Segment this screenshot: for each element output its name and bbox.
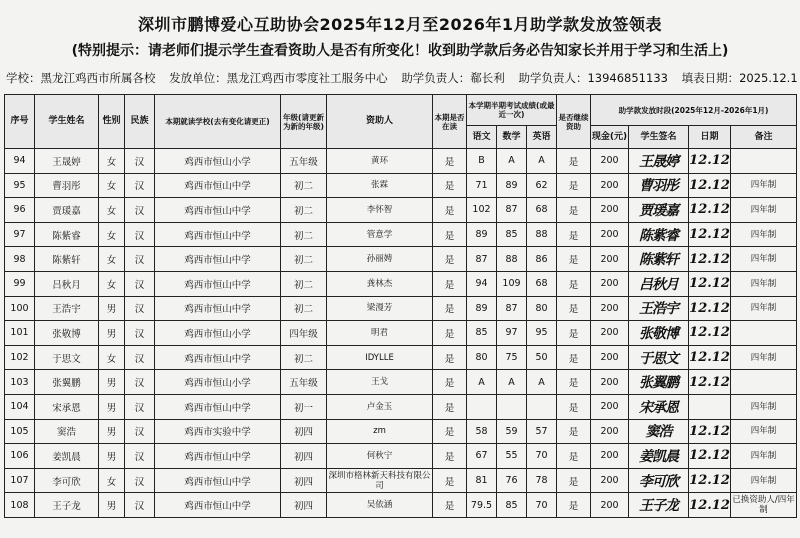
row-no: 105 xyxy=(5,419,35,444)
cash-cell: 200 xyxy=(591,321,629,346)
math-score: A xyxy=(497,149,527,174)
table-row xyxy=(5,444,797,469)
sponsor-cell: 深圳市格林新天科技有限公司 xyxy=(327,468,433,493)
table-row xyxy=(5,198,797,223)
notice-text: (特别提示：请老师们提示学生查看资助人是否有所变化！收到助学款后务必告知家长并用于学习和生活上) xyxy=(71,43,729,59)
cash-cell: 200 xyxy=(591,271,629,296)
sponsor-cell: 明君 xyxy=(327,321,433,346)
grade-cell: 四年级 xyxy=(281,321,327,346)
gender-cell: 女 xyxy=(99,222,125,247)
school-info: 学校：黑龙江鸡西市所属各校 xyxy=(6,71,156,85)
student-signature: 宋承恩 xyxy=(629,394,689,419)
student-name: 张敬博 xyxy=(35,321,99,346)
gender-cell: 女 xyxy=(99,173,125,198)
sponsor-cell: 卢金玉 xyxy=(327,394,433,419)
sign-date: 12.12 xyxy=(689,493,731,518)
row-no: 102 xyxy=(5,345,35,370)
english-score: A xyxy=(527,370,557,395)
continue-cell: 是 xyxy=(433,173,467,198)
continue-cell: 是 xyxy=(433,468,467,493)
remark-cell: 四年制 xyxy=(731,468,797,493)
math-score: 87 xyxy=(497,198,527,223)
sign-date: 12.12 xyxy=(689,296,731,321)
english-score: A xyxy=(527,149,557,174)
english-score: 78 xyxy=(527,468,557,493)
remark-cell xyxy=(731,321,797,346)
row-no: 97 xyxy=(5,222,35,247)
chinese-score: 58 xyxy=(467,419,497,444)
table-row xyxy=(5,271,797,296)
sign-date: 12.12 xyxy=(689,370,731,395)
english-score: 70 xyxy=(527,444,557,469)
ethnic-cell: 汉 xyxy=(125,345,155,370)
table-row xyxy=(5,468,797,493)
page-title: 深圳市鹏博爱心互助协会2025年12月至2026年1月助学款发放签领表 xyxy=(138,15,662,34)
remark-cell: 四年制 xyxy=(731,394,797,419)
sponsor-cell: 黄环 xyxy=(327,149,433,174)
student-signature: 于思文 xyxy=(629,345,689,370)
math-score: 75 xyxy=(497,345,527,370)
cash-cell: 200 xyxy=(591,493,629,518)
english-score: 50 xyxy=(527,345,557,370)
cash-cell: 200 xyxy=(591,173,629,198)
english-score: 86 xyxy=(527,247,557,272)
remark-cell: 四年制 xyxy=(731,222,797,247)
remark-cell: 四年制 xyxy=(731,444,797,469)
col-ethnic: 民族 xyxy=(125,95,155,149)
ethnic-cell: 汉 xyxy=(125,198,155,223)
cash-cell: 200 xyxy=(591,296,629,321)
chinese-score: 85 xyxy=(467,321,497,346)
table-body xyxy=(5,149,797,518)
chinese-score: 81 xyxy=(467,468,497,493)
remark-cell: 四年制 xyxy=(731,198,797,223)
math-score: 97 xyxy=(497,321,527,346)
ethnic-cell: 汉 xyxy=(125,394,155,419)
math-score: 89 xyxy=(497,173,527,198)
school-cell: 鸡西市恒山中学 xyxy=(155,247,281,272)
sign-date: 12.12 xyxy=(689,149,731,174)
remark-cell xyxy=(731,149,797,174)
student-signature: 姜凯晨 xyxy=(629,444,689,469)
sponsor-cell: 吴依涵 xyxy=(327,493,433,518)
student-name: 宋承恩 xyxy=(35,394,99,419)
keep-cell: 是 xyxy=(557,468,591,493)
col-chinese: 语文 xyxy=(467,126,497,149)
sponsor-cell: 管意学 xyxy=(327,222,433,247)
col-grade: 年级(请更新为新的年级) xyxy=(281,95,327,149)
col-scores: 本学期半期考试成绩(或最近一次) xyxy=(467,95,557,126)
cash-cell: 200 xyxy=(591,247,629,272)
student-signature: 王子龙 xyxy=(629,493,689,518)
school-cell: 鸡西市恒山小学 xyxy=(155,149,281,174)
sign-date: 12.12 xyxy=(689,222,731,247)
chinese-score: 89 xyxy=(467,222,497,247)
gender-cell: 女 xyxy=(99,468,125,493)
ethnic-cell: 汉 xyxy=(125,222,155,247)
keep-cell: 是 xyxy=(557,173,591,198)
keep-cell: 是 xyxy=(557,345,591,370)
continue-cell: 是 xyxy=(433,149,467,174)
continue-cell: 是 xyxy=(433,419,467,444)
student-name: 吕秋月 xyxy=(35,271,99,296)
sign-date: 12.12 xyxy=(689,468,731,493)
student-name: 曹羽彤 xyxy=(35,173,99,198)
ethnic-cell: 汉 xyxy=(125,444,155,469)
english-score: 95 xyxy=(527,321,557,346)
sponsor-cell: 孙丽娉 xyxy=(327,247,433,272)
grade-cell: 初四 xyxy=(281,444,327,469)
grade-cell: 初四 xyxy=(281,493,327,518)
student-signature: 贾瑗嘉 xyxy=(629,198,689,223)
remark-cell: 四年制 xyxy=(731,345,797,370)
math-score: 87 xyxy=(497,296,527,321)
continue-cell: 是 xyxy=(433,444,467,469)
remark-cell: 四年制 xyxy=(731,419,797,444)
col-continue: 本期是否在读 xyxy=(433,95,467,149)
row-no: 95 xyxy=(5,173,35,198)
gender-cell: 男 xyxy=(99,493,125,518)
math-score: 85 xyxy=(497,493,527,518)
row-no: 100 xyxy=(5,296,35,321)
school-cell: 鸡西市恒山中学 xyxy=(155,444,281,469)
sponsor-cell: 张霖 xyxy=(327,173,433,198)
student-signature: 陈紫轩 xyxy=(629,247,689,272)
col-date: 日期 xyxy=(689,126,731,149)
table-row xyxy=(5,370,797,395)
col-remark: 备注 xyxy=(731,126,797,149)
col-name: 学生姓名 xyxy=(35,95,99,149)
head1-info: 助学负责人：郗长利 xyxy=(401,71,505,85)
sponsor-cell: IDYLLE xyxy=(327,345,433,370)
keep-cell: 是 xyxy=(557,149,591,174)
row-no: 99 xyxy=(5,271,35,296)
table-row xyxy=(5,296,797,321)
chinese-score: 94 xyxy=(467,271,497,296)
math-score: A xyxy=(497,370,527,395)
keep-cell: 是 xyxy=(557,247,591,272)
school-cell: 鸡西市恒山中学 xyxy=(155,271,281,296)
school-cell: 鸡西市恒山中学 xyxy=(155,345,281,370)
chinese-score: 67 xyxy=(467,444,497,469)
chinese-score: 80 xyxy=(467,345,497,370)
chinese-score: 102 xyxy=(467,198,497,223)
chinese-score: 79.5 xyxy=(467,493,497,518)
student-name: 陈紫睿 xyxy=(35,222,99,247)
gender-cell: 男 xyxy=(99,444,125,469)
ethnic-cell: 汉 xyxy=(125,493,155,518)
sign-date: 12.12 xyxy=(689,345,731,370)
gender-cell: 男 xyxy=(99,296,125,321)
student-name: 王晟婷 xyxy=(35,149,99,174)
sponsor-cell: 何秋宁 xyxy=(327,444,433,469)
student-name: 王浩宇 xyxy=(35,296,99,321)
roster-table xyxy=(4,94,797,518)
table-row xyxy=(5,173,797,198)
math-score xyxy=(497,394,527,419)
cash-cell: 200 xyxy=(591,468,629,493)
row-no: 103 xyxy=(5,370,35,395)
col-no: 序号 xyxy=(5,95,35,149)
sponsor-cell: 梁漫芳 xyxy=(327,296,433,321)
school-cell: 鸡西市恒山中学 xyxy=(155,468,281,493)
sign-date: 12.12 xyxy=(689,444,731,469)
info-line xyxy=(6,70,796,86)
col-gender: 性别 xyxy=(99,95,125,149)
grade-cell: 初四 xyxy=(281,468,327,493)
table-row xyxy=(5,345,797,370)
cash-cell: 200 xyxy=(591,394,629,419)
ethnic-cell: 汉 xyxy=(125,321,155,346)
gender-cell: 男 xyxy=(99,419,125,444)
student-signature: 李可欣 xyxy=(629,468,689,493)
row-no: 104 xyxy=(5,394,35,419)
grade-cell: 初二 xyxy=(281,296,327,321)
chinese-score: 71 xyxy=(467,173,497,198)
col-school: 本期就读学校(去有变化请更正) xyxy=(155,95,281,149)
table-row xyxy=(5,149,797,174)
english-score: 88 xyxy=(527,222,557,247)
keep-cell: 是 xyxy=(557,444,591,469)
remark-cell: 四年制 xyxy=(731,173,797,198)
row-no: 108 xyxy=(5,493,35,518)
cash-cell: 200 xyxy=(591,370,629,395)
student-name: 李可欣 xyxy=(35,468,99,493)
english-score: 68 xyxy=(527,271,557,296)
gender-cell: 女 xyxy=(99,345,125,370)
grade-cell: 初二 xyxy=(281,271,327,296)
student-signature: 张敬博 xyxy=(629,321,689,346)
math-score: 55 xyxy=(497,444,527,469)
table-row xyxy=(5,493,797,518)
cash-cell: 200 xyxy=(591,444,629,469)
row-no: 94 xyxy=(5,149,35,174)
english-score: 70 xyxy=(527,493,557,518)
student-name: 贾瑗嘉 xyxy=(35,198,99,223)
sign-date: 12.12 xyxy=(689,198,731,223)
row-no: 96 xyxy=(5,198,35,223)
continue-cell: 是 xyxy=(433,271,467,296)
english-score: 57 xyxy=(527,419,557,444)
math-score: 59 xyxy=(497,419,527,444)
student-name: 张翼鹏 xyxy=(35,370,99,395)
student-signature: 王晟婷 xyxy=(629,149,689,174)
sponsor-cell: 王戈 xyxy=(327,370,433,395)
math-score: 109 xyxy=(497,271,527,296)
grade-cell: 初四 xyxy=(281,419,327,444)
cash-cell: 200 xyxy=(591,149,629,174)
col-cash: 现金(元) xyxy=(591,126,629,149)
school-cell: 鸡西市恒山中学 xyxy=(155,493,281,518)
sign-date: 12.12 xyxy=(689,321,731,346)
col-keep: 是否继续资助 xyxy=(557,95,591,149)
sign-date: 12.12 xyxy=(689,271,731,296)
sponsor-cell: zm xyxy=(327,419,433,444)
grade-cell: 初二 xyxy=(281,222,327,247)
school-cell: 鸡西市恒山中学 xyxy=(155,394,281,419)
math-score: 76 xyxy=(497,468,527,493)
school-cell: 鸡西市恒山中学 xyxy=(155,296,281,321)
english-score: 68 xyxy=(527,198,557,223)
keep-cell: 是 xyxy=(557,370,591,395)
student-name: 于思文 xyxy=(35,345,99,370)
col-math: 数学 xyxy=(497,126,527,149)
ethnic-cell: 汉 xyxy=(125,468,155,493)
grade-cell: 初二 xyxy=(281,345,327,370)
ethnic-cell: 汉 xyxy=(125,247,155,272)
school-cell: 鸡西市恒山小学 xyxy=(155,321,281,346)
gender-cell: 女 xyxy=(99,149,125,174)
grade-cell: 初二 xyxy=(281,247,327,272)
student-signature: 张翼鹏 xyxy=(629,370,689,395)
ethnic-cell: 汉 xyxy=(125,149,155,174)
student-name: 陈紫轩 xyxy=(35,247,99,272)
continue-cell: 是 xyxy=(433,493,467,518)
grade-cell: 五年级 xyxy=(281,370,327,395)
ethnic-cell: 汉 xyxy=(125,370,155,395)
chinese-score: B xyxy=(467,149,497,174)
chinese-score: 87 xyxy=(467,247,497,272)
student-signature: 窦浩 xyxy=(629,419,689,444)
cash-cell: 200 xyxy=(591,222,629,247)
chinese-score: A xyxy=(467,370,497,395)
english-score: 80 xyxy=(527,296,557,321)
student-signature: 陈紫睿 xyxy=(629,222,689,247)
gender-cell: 女 xyxy=(99,198,125,223)
col-sponsor: 资助人 xyxy=(327,95,433,149)
gender-cell: 男 xyxy=(99,321,125,346)
ethnic-cell: 汉 xyxy=(125,419,155,444)
gender-cell: 男 xyxy=(99,370,125,395)
school-cell: 鸡西市恒山中学 xyxy=(155,198,281,223)
keep-cell: 是 xyxy=(557,493,591,518)
grade-cell: 初二 xyxy=(281,173,327,198)
continue-cell: 是 xyxy=(433,370,467,395)
math-score: 85 xyxy=(497,222,527,247)
issuer-info: 发放单位：黑龙江鸡西市零度社工服务中心 xyxy=(169,71,388,85)
sign-date xyxy=(689,394,731,419)
remark-cell: 四年制 xyxy=(731,296,797,321)
table-row xyxy=(5,222,797,247)
row-no: 98 xyxy=(5,247,35,272)
school-cell: 鸡西市恒山小学 xyxy=(155,370,281,395)
school-cell: 鸡西市恒山中学 xyxy=(155,222,281,247)
grade-cell: 初二 xyxy=(281,198,327,223)
table-row xyxy=(5,321,797,346)
cash-cell: 200 xyxy=(591,198,629,223)
remark-cell: 四年制 xyxy=(731,247,797,272)
ethnic-cell: 汉 xyxy=(125,271,155,296)
gender-cell: 男 xyxy=(99,394,125,419)
continue-cell: 是 xyxy=(433,198,467,223)
school-cell: 鸡西市实验中学 xyxy=(155,419,281,444)
gender-cell: 女 xyxy=(99,271,125,296)
sign-date: 12.12 xyxy=(689,173,731,198)
row-no: 101 xyxy=(5,321,35,346)
ethnic-cell: 汉 xyxy=(125,173,155,198)
keep-cell: 是 xyxy=(557,394,591,419)
col-signature: 学生签名 xyxy=(629,126,689,149)
date-info: 填表日期：2025.12.1 xyxy=(681,71,798,85)
student-signature: 王浩宇 xyxy=(629,296,689,321)
head2-info: 助学负责人：13946851133 xyxy=(518,71,668,85)
remark-cell: 已换资助人/四年制 xyxy=(731,493,797,518)
keep-cell: 是 xyxy=(557,419,591,444)
student-name: 窦浩 xyxy=(35,419,99,444)
cash-cell: 200 xyxy=(591,419,629,444)
gender-cell: 女 xyxy=(99,247,125,272)
sign-date: 12.12 xyxy=(689,247,731,272)
col-english: 英语 xyxy=(527,126,557,149)
continue-cell: 是 xyxy=(433,321,467,346)
student-signature: 吕秋月 xyxy=(629,271,689,296)
continue-cell: 是 xyxy=(433,345,467,370)
table-row xyxy=(5,394,797,419)
remark-cell xyxy=(731,370,797,395)
remark-cell: 四年制 xyxy=(731,271,797,296)
sign-date: 12.12 xyxy=(689,419,731,444)
chinese-score xyxy=(467,394,497,419)
cash-cell: 200 xyxy=(591,345,629,370)
student-name: 王子龙 xyxy=(35,493,99,518)
table-row xyxy=(5,419,797,444)
sponsor-cell: 龚林杰 xyxy=(327,271,433,296)
school-cell: 鸡西市恒山中学 xyxy=(155,173,281,198)
english-score: 62 xyxy=(527,173,557,198)
continue-cell: 是 xyxy=(433,394,467,419)
english-score xyxy=(527,394,557,419)
continue-cell: 是 xyxy=(433,247,467,272)
math-score: 88 xyxy=(497,247,527,272)
row-no: 107 xyxy=(5,468,35,493)
sponsor-cell: 李怀智 xyxy=(327,198,433,223)
keep-cell: 是 xyxy=(557,198,591,223)
col-period: 助学款发放时段(2025年12月-2026年1月) xyxy=(591,95,797,126)
student-name: 姜凯晨 xyxy=(35,444,99,469)
student-signature: 曹羽彤 xyxy=(629,173,689,198)
grade-cell: 初一 xyxy=(281,394,327,419)
keep-cell: 是 xyxy=(557,321,591,346)
ethnic-cell: 汉 xyxy=(125,296,155,321)
keep-cell: 是 xyxy=(557,271,591,296)
table-row xyxy=(5,247,797,272)
keep-cell: 是 xyxy=(557,222,591,247)
chinese-score: 89 xyxy=(467,296,497,321)
continue-cell: 是 xyxy=(433,296,467,321)
continue-cell: 是 xyxy=(433,222,467,247)
grade-cell: 五年级 xyxy=(281,149,327,174)
keep-cell: 是 xyxy=(557,296,591,321)
row-no: 106 xyxy=(5,444,35,469)
